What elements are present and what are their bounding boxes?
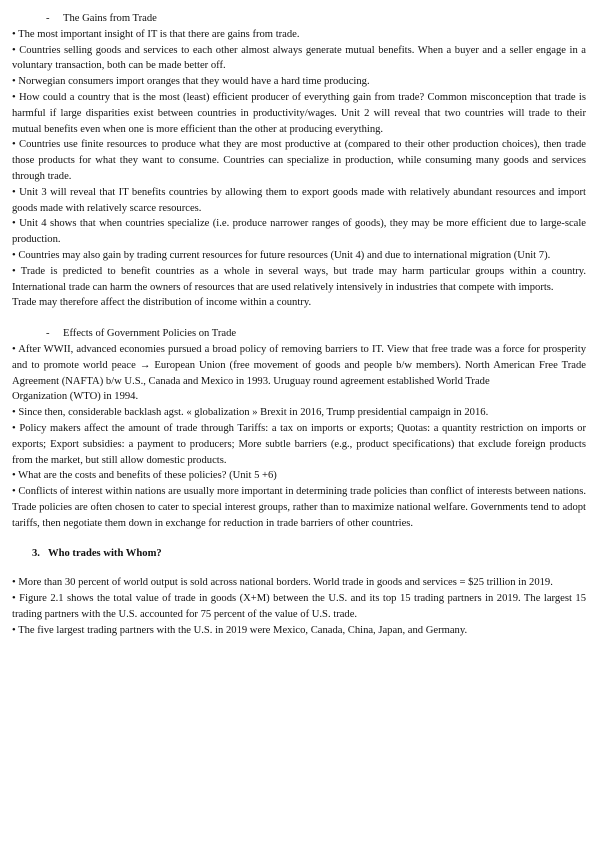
- section-title: Effects of Government Policies on Trade: [63, 328, 237, 340]
- paragraph: • What are the costs and benefits of these policies? (Unit 5 +6): [12, 470, 277, 482]
- paragraph: • Countries selling goods and services to each other almost always generate mutual benefits. When a buyer and a seller engage in a voluntary transaction, both can be made better off.: [12, 44, 586, 72]
- document-page: [12, 11, 586, 638]
- paragraph: • Conflicts of interest within nations are usually more important in determining trade policies than conflict of interests between nations. Trade policies are often chosen to cater to special interest groups, rather than to maximize national welfare. Governments tend to adopt tariffs, then negotiate them down in exchange for reduction in trade barriers of other countries.: [12, 486, 586, 529]
- paragraph: • More than 30 percent of world output is sold across national borders. World trade in goods and services = $25 trillion in 2019.: [12, 577, 553, 589]
- section-number: 3.: [32, 547, 40, 559]
- section-title: The Gains from Trade: [63, 13, 157, 24]
- paragraph: • Trade is predicted to benefit countries as a whole in several ways, but trade may harm particular groups within a country. International trade can harm the owners of resources that are used relatively intensively in industries that compete with imports.: [12, 265, 586, 293]
- section-title: Who trades with Whom?: [48, 547, 162, 559]
- section-heading-who-trades: [32, 546, 586, 562]
- paragraph: • The most important insight of IT is that there are gains from trade.: [12, 28, 300, 40]
- paragraph: Organization (WTO) in 1994.: [12, 391, 139, 403]
- spacer: [12, 532, 586, 546]
- section-dash: -: [46, 13, 50, 24]
- spacer: [12, 561, 586, 575]
- section-heading-policies: [46, 326, 586, 342]
- paragraph: • Since then, considerable backlash agst. « globalization » Brexit in 2016, Trump presidential campaign in 2016.: [12, 407, 489, 419]
- paragraph: • The five largest trading partners with the U.S. in 2019 were Mexico, Canada, China, Japan, and Germany.: [12, 624, 468, 636]
- section-heading-gains: [46, 11, 586, 27]
- paragraph: • Countries may also gain by trading current resources for future resources (Unit 4) and due to international migration (Unit 7).: [12, 249, 551, 261]
- paragraph: • Unit 4 shows that when countries specialize (i.e. produce narrower ranges of goods), they may be more efficient due to large-scale production.: [12, 218, 586, 246]
- paragraph: • Figure 2.1 shows the total value of trade in goods (X+M) between the U.S. and its top 15 trading partners in 2019. The largest 15 trading partners with the U.S. accounted for 75 percent of the value of U.S. trade.: [12, 593, 586, 620]
- paragraph: Trade may therefore affect the distribution of income within a country.: [12, 297, 312, 309]
- spacer: [12, 311, 586, 326]
- paragraph: • Unit 3 will reveal that IT benefits countries by allowing them to export goods made with relatively abundant resources and import goods made with relatively scarce resources.: [12, 186, 586, 214]
- paragraph: • How could a country that is the most (least) efficient producer of everything gain from trade? Common misconception that trade is harmful if large disparities exist between countries in productivity/wages. Unit 2 will reveal that two countries will trade to their mutual benefits even when one is more efficient than the other at producing everything.: [12, 91, 586, 135]
- paragraph: • After WWII, advanced economies pursued a broad policy of removing barriers to IT. View that free trade was a force for prosperity and to promote world peace → European Union (free movement of goods and people b/w members). North American Free Trade Agreement (NAFTA) b/w U.S., Canada and Mexico in 1993. Uruguay round agreement established World Trade: [12, 343, 586, 387]
- section-dash: -: [46, 328, 50, 340]
- paragraph: • Norwegian consumers import oranges that they would have a hard time producing.: [12, 76, 370, 88]
- paragraph: • Policy makers affect the amount of trade through Tariffs: a tax on imports or exports; Quotas: a quantity restriction on imports or exports; Export subsidies: a payment to producers; More subtle barriers (e.g., product specifications) that exclude foreign products from the market, but still allow domestic products.: [12, 422, 586, 466]
- paragraph: • Countries use finite resources to produce what they are most productive at (compared to their other production choices), then trade those products for what they want to consume. Countries can specialize in production, while consuming many goods and services through trade.: [12, 139, 586, 182]
